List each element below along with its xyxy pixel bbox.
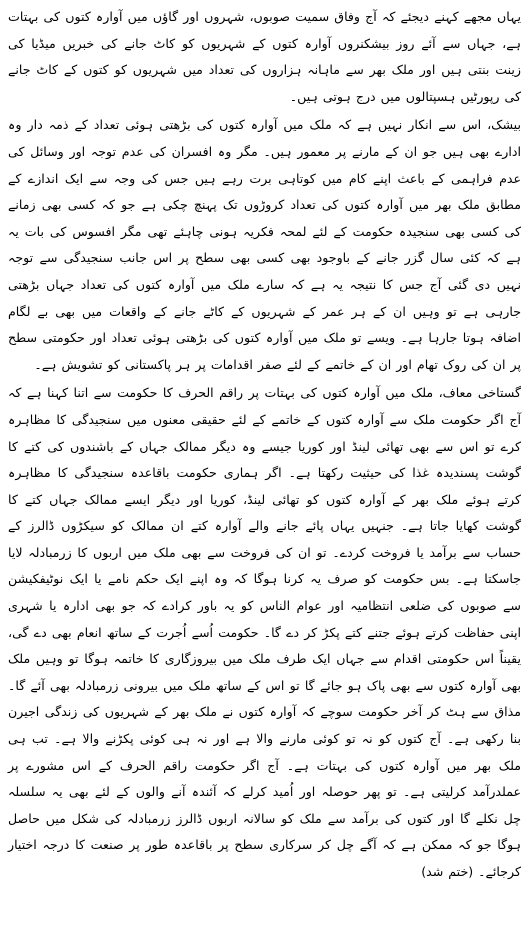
article-paragraph-3: گستاخی معاف، ملک میں آوارہ کتوں کی بہتات پر راقم الحرف کا حکومت سے اتنا کہنا ہے کہ آج اگر حکومت ملک سے آوارہ کتوں کے خاتمے کے لئے حقیقی معنوں میں سنجیدگی کا مظاہرہ کرے تو اس سے بھی تھائی لینڈ اور کوریا جیسے وہ دیگر ممالک جہاں کے باشندوں کی کتے کا گوشت پسندیدہ غذا کی حیثیت رکھتا ہے۔ اگر ہماری حکومت باقاعدہ سنجیدگی کا مظاہرہ کرتے ہوئے ملک بھر کے آوارہ کتوں کو تھائی لینڈ، کوریا اور دیگر ایسے ممالک جہاں کتے کا گوشت کھایا جاتا ہے۔ جنہیں یہاں پائے جانے والے آوارہ کتے ان ممالک کو سیکڑوں ڈالرز کے حساب سے برآمد یا فروخت کردے۔ تو ان کی فروخت سے بھی ملک میں اربوں کا زرمبادلہ لایا جاسکتا ہے۔ بس حکومت کو صرف یہ کرنا ہوگا کہ وہ اپنے ایک حکم نامے یا ایک نوٹیفکیشن سے صوبوں کی ضلعی انتظامیہ اور عوام الناس کو یہ باور کرادے کہ جو بھی ادارہ یا شہری اپنی حفاظت کرتے ہوئے جتنے کتے پکڑ کر دے گا۔ حکومت اُسے اُجرت کے ساتھ انعام بھی دے گی، یقیناً اس حکومتی اقدام سے جہاں ایک طرف ملک میں بیروزگاری کا خاتمہ ہوگا تو وہیں ملک بھی آوارہ کتوں سے بھی پاک ہو جائے گا تو اس کے ساتھ ملک میں بیرونی زرمبادلہ بھی آئے گا۔ مذاق سے ہٹ کر آخر حکومت سوچے کہ آوارہ کتوں نے ملک بھر کے شہریوں کی زندگی اجیرن بنا رکھی ہے۔ آج کتوں کو نہ تو کوئی مارنے والا ہے اور نہ ہی کوئی پکڑنے والا ہے۔ تب ہی ملک بھر میں آوارہ کتوں کی بہتات ہے۔ آج اگر حکومت راقم الحرف کے اس مشورے پر عملدرآمد کرلیتی ہے۔ تو پھر حوصلہ اور اُمید کرلے کہ آئندہ آنے والوں کے لئے بھی یہ سلسلہ چل نکلے گا اور کتوں کی برآمد سے ملک کو سالانہ اربوں ڈالرز زرمبادلہ کی شکل میں حاصل ہوگا جو کہ ممکن ہے کہ آگے چل کر سرکاری سطح پر باقاعدہ طور پر صنعت کا درجہ اختیار کرجائے۔ (ختم شد) (8, 385, 521, 879)
article-paragraph-1: یہاں مجھے کہنے دیجئے کہ آج وفاق سمیت صوبوں، شہروں اور گاؤں میں آوارہ کتوں کی بہتات ہے، جہاں سے آئے روز بیشکنروں آوارہ کتوں کے شہریوں کو کاٹ جانے کی خبریں میڈیا کی زینت بنتی ہیں اور ملک بھر سے ماہانہ ہزاروں کی تعداد میں شہریوں کو کتوں کے کاٹ جانے کی رپورٹیں ہسپتالوں میں درج ہوتی ہیں۔ (8, 9, 521, 104)
article-paragraph-2: بیشک، اس سے انکار نہیں ہے کہ ملک میں آوارہ کتوں کی بڑھتی ہوئی تعداد کے ذمہ دار وہ ادارے بھی ہیں جو ان کے مارنے پر معمور ہیں۔ مگر وہ افسران کی عدم توجہ اور وسائل کی عدم فراہمی کے باعث اپنے کام میں کوتاہی برت رہے ہیں جس کی وجہ سے ایک اندازے کے مطابق ملک بھر میں آوارہ کتوں کی تعداد کروڑوں تک پہنچ چکی ہے جو کہ کسی بھی زمانے کی کسی بھی سنجیدہ حکومت کے لئے لمحہ فکریہ ہونی چاہئے تھی مگر افسوس کی بات یہ ہے کہ کئی سال گزر جانے کے باوجود بھی کسی بھی سطح پر اس جانب سنجیدگی سے توجہ نہیں دی گئی آج جس کا نتیجہ یہ ہے کہ سارے ملک میں آوارہ کتوں کی تعداد جہاں بڑھتی جارہی ہے تو وہیں ان کے ہر عمر کے شہریوں کے کاٹے جانے کے واقعات میں بھی بے لگام اضافہ ہوتا جارہا ہے۔ ویسے تو ملک میں آوارہ کتوں کی بڑھتی ہوئی تعداد اور حکومتی سطح پر ان کی روک تھام اور ان کے خاتمے کے لئے صفر اقدامات پر ہر پاکستانی کو تشویش ہے۔ (8, 117, 521, 372)
